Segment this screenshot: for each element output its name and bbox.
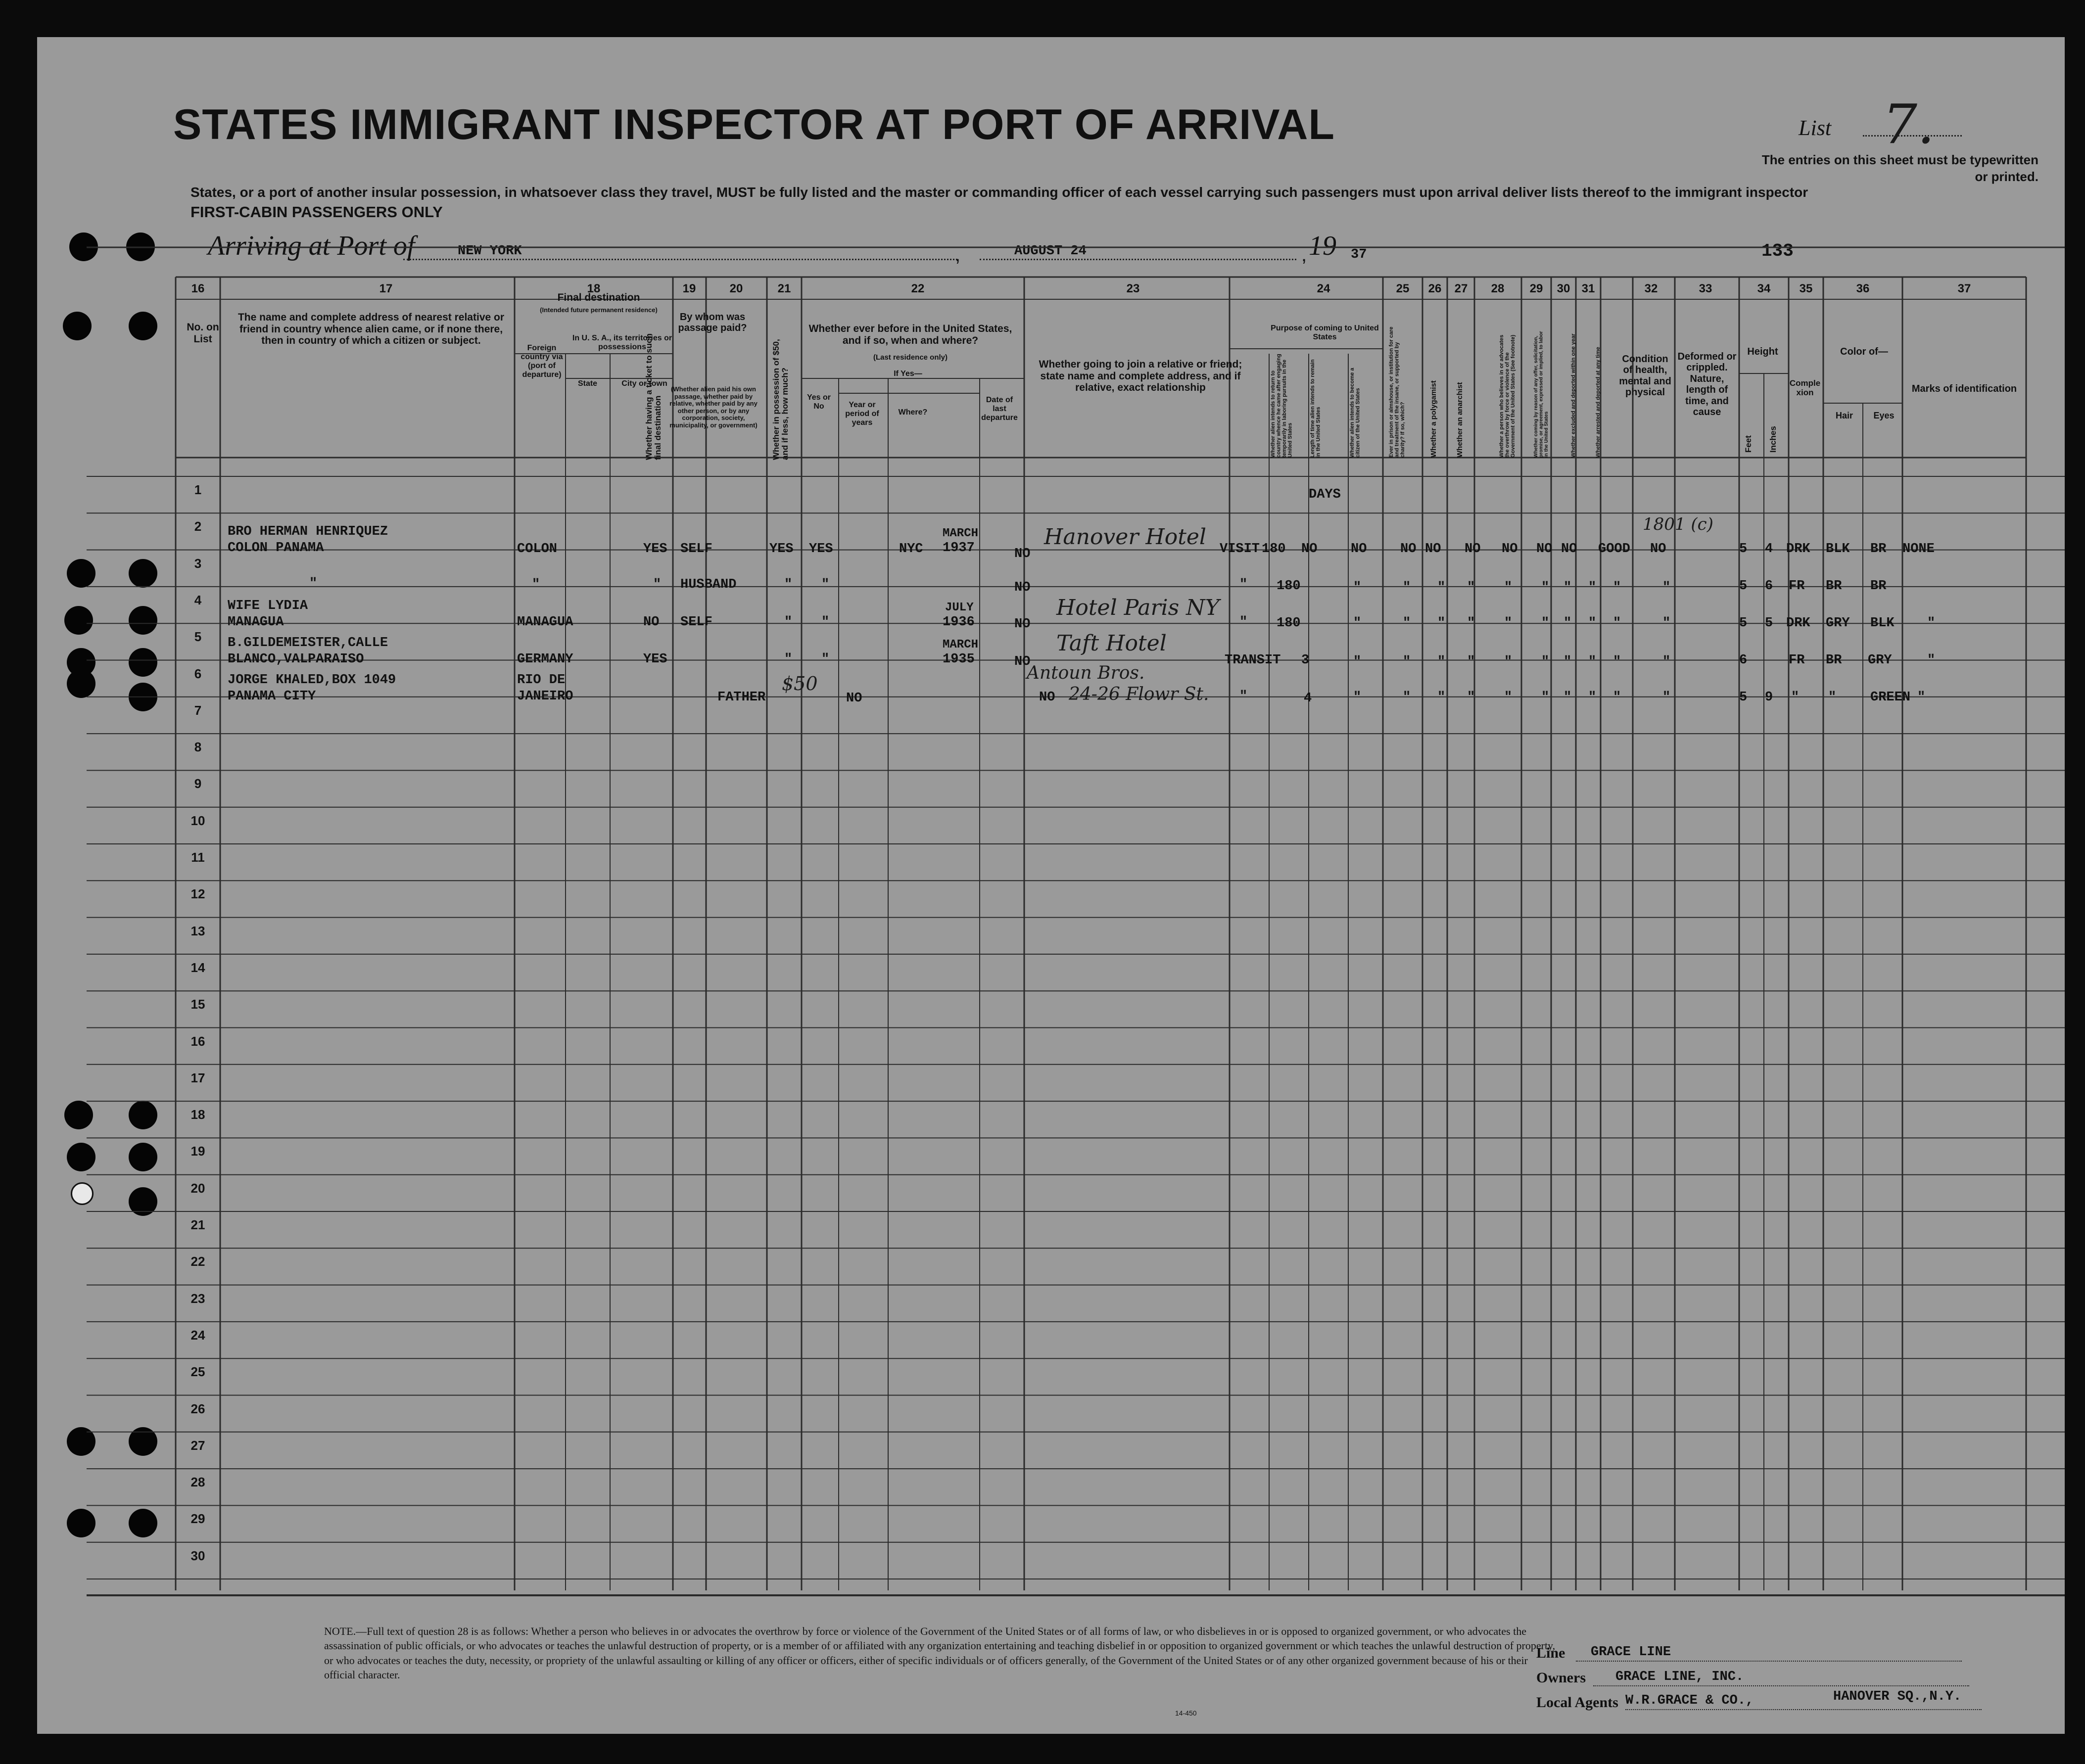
- ditto-mark: ": [1613, 690, 1621, 705]
- foreign-line: JANEIRO: [517, 689, 573, 704]
- header-purpose-length: Length of time alien intends to remain in the United States: [1310, 359, 1322, 458]
- ditto-mark: ": [1403, 580, 1411, 595]
- header-purpose-citizen: Whether alien intends to become a citizen of the United States: [1349, 368, 1361, 458]
- ditto-mark: ": [1541, 580, 1550, 595]
- ditto-mark: ": [1467, 580, 1475, 595]
- ditto-mark: ": [1353, 654, 1362, 669]
- before-ditto: ": [821, 615, 830, 630]
- header-subtitle: States, or a port of another insular possession, in whatsoever class they travel, MUST be fully listed and the master or commanding officer of each vessel carrying such passengers must upon arrival deliver lists thereof to the immigrant inspector: [190, 185, 1808, 200]
- ever-before: NO: [846, 691, 862, 706]
- row-number: 22: [190, 1254, 205, 1269]
- row-number: 28: [190, 1475, 205, 1490]
- column-number: 18: [587, 282, 601, 295]
- where: NYC: [899, 542, 923, 557]
- complexion-ditto: ": [1791, 690, 1800, 705]
- list-number: 7.: [1883, 93, 1935, 156]
- row-number: 30: [190, 1548, 205, 1563]
- fifty-handwritten: $50: [782, 673, 818, 695]
- departure-month: JULY: [945, 601, 974, 614]
- height-inches: 4: [1765, 542, 1773, 557]
- column-number: 30: [1557, 282, 1570, 295]
- column-number: 24: [1317, 282, 1330, 295]
- row-number: 11: [191, 850, 205, 865]
- column-number: 25: [1396, 282, 1410, 295]
- ditto-mark: ": [1662, 616, 1671, 631]
- address-line: COLON PANAMA: [228, 541, 324, 556]
- header-health: Condition of health, mental and physical: [1619, 354, 1671, 398]
- manifest-sheet: [37, 37, 2065, 1734]
- arrival-port: NEW YORK: [458, 244, 522, 259]
- arrival-date: AUGUST 24: [1014, 244, 1087, 259]
- header-no-on-list: No. on List: [187, 322, 219, 345]
- arrested: NO: [1561, 542, 1577, 557]
- joining-handwritten: Hotel Paris NY: [1056, 595, 1220, 620]
- foreign-line: RIO DE: [517, 673, 566, 688]
- address-line: PANAMA CITY: [228, 689, 316, 704]
- header-prison: Ever in prison or almshouse, or institution for care and treatment of the insane, or supported by charity? If so, which?: [1388, 326, 1406, 458]
- joining: NO: [1014, 580, 1031, 595]
- header-joining: Whether going to join a relative or friend; state name and complete address, and if relative, exact relationship: [1039, 359, 1242, 394]
- ditto-mark: ": [1437, 654, 1446, 669]
- row-number: 21: [190, 1217, 205, 1232]
- ditto-mark: ": [1504, 580, 1513, 595]
- handwritten-note: 1801 (c): [1643, 514, 1713, 534]
- header-ever-before: Whether ever before in the United States, and if so, when and where?: [808, 323, 1012, 346]
- row-number: 20: [190, 1180, 205, 1196]
- row-number: 6: [194, 666, 202, 681]
- ditto-mark: ": [1662, 580, 1671, 595]
- row-number: 24: [190, 1327, 205, 1343]
- height-feet: 5: [1739, 616, 1748, 631]
- departure-month: MARCH: [943, 527, 979, 540]
- column-number: 29: [1529, 282, 1543, 295]
- line-value: GRACE LINE: [1591, 1645, 1671, 1660]
- address-line: WIFE LYDIA: [228, 599, 308, 613]
- sheet-number: 133: [1761, 241, 1794, 261]
- ditto-mark: ": [1504, 654, 1513, 669]
- hair: BR: [1826, 579, 1842, 594]
- header-city: City or town: [621, 379, 667, 388]
- header-nearest-relative: The name and complete address of nearest relative or friend in country whence alien came, or if none there, then in country of which a citizen or subject.: [237, 312, 505, 347]
- form-code: 14-450: [1175, 1709, 1197, 1717]
- header-purpose-return: Whether alien intends to return to country whence he came after engaging temporarily in laboring pursuits in the United States: [1270, 354, 1293, 458]
- ditto-mark: ": [1403, 616, 1411, 631]
- line-underline: [1576, 1661, 1962, 1662]
- polygamist: NO: [1400, 542, 1417, 557]
- ditto-mark: ": [1541, 690, 1550, 705]
- ditto-mark: ": [1504, 616, 1513, 631]
- ditto-mark: ": [1613, 580, 1621, 595]
- column-number: 33: [1699, 282, 1712, 295]
- offer-labor: NO: [1502, 542, 1518, 557]
- header-excluded: Whether excluded and deported within one year: [1570, 333, 1576, 458]
- ditto-mark: ": [1353, 616, 1362, 631]
- row-number: 7: [194, 702, 202, 718]
- column-number: 32: [1644, 282, 1658, 295]
- foreign-country: MANAGUA: [517, 615, 573, 630]
- header-inches: Inches: [1768, 426, 1778, 453]
- length-stay: 180: [1262, 542, 1286, 557]
- row-number: 4: [194, 592, 202, 607]
- length-stay: 180: [1277, 579, 1301, 594]
- comma: ,: [955, 244, 961, 266]
- header-yes-no: Yes or No: [806, 393, 831, 411]
- header-final-destination-note: (Intended future permanent residence): [540, 306, 658, 314]
- length-stay: 3: [1301, 653, 1310, 668]
- column-number: 26: [1428, 282, 1442, 295]
- joining-handwritten: 24-26 Flowr St.: [1069, 684, 1209, 704]
- row-number: 13: [190, 923, 205, 938]
- ditto-mark: ": [1588, 616, 1597, 631]
- column-number: 16: [191, 282, 205, 295]
- joining: NO: [1014, 547, 1031, 561]
- departure-year: 1937: [943, 541, 975, 556]
- row-number: 5: [194, 629, 202, 645]
- header-final-destination: Final destination: [557, 292, 640, 303]
- header-height: Height: [1747, 346, 1778, 357]
- fifty-ditto: ": [784, 652, 793, 667]
- before-ditto: ": [821, 652, 830, 667]
- header-arrested: Whether arrested and deported at any time: [1595, 347, 1601, 458]
- overthrow: NO: [1465, 542, 1481, 557]
- header-last-residence: (Last residence only): [873, 353, 948, 362]
- deformed: NO: [1650, 542, 1666, 557]
- footnote: NOTE.—Full text of question 28 is as follows: Whether a person who believes in or advocates the overthrow by force or violence of the Government of the United States or of all forms of law, or who disbelieves in or is opposed to organized government, or who advocates the assassination of public officials, or who advocates or teaches the unlawful destruction of property, or is a member of or affiliated with any organization entertaining and teaching disbelief in or opposition to organized government or which teaches the unlawful destruction of property, or who advocates or teaches the duty, necessity, or propriety of the unlawful assaulting or killing of any officer or officers, either of specific individuals or of officers generally, of the Government of the United States or of any other organized government because of his or their official character.: [324, 1625, 1556, 1681]
- agents-label: Local Agents: [1536, 1694, 1618, 1711]
- column-number: 17: [379, 282, 393, 295]
- address-line: BRO HERMAN HENRIQUEZ: [228, 524, 388, 539]
- ticket: NO: [643, 615, 660, 630]
- agents-underline: [1625, 1709, 1982, 1710]
- column-number: 19: [682, 282, 696, 295]
- complexion: FR: [1789, 653, 1805, 668]
- agents-address: HANOVER SQ.,N.Y.: [1833, 1689, 1962, 1704]
- ticket-ditto: ": [653, 577, 662, 592]
- row-number: 27: [190, 1438, 205, 1453]
- page-title: STATES IMMIGRANT INSPECTOR AT PORT OF ARRIVAL: [173, 101, 1335, 148]
- ditto-mark: ": [1541, 654, 1550, 669]
- column-number: 31: [1581, 282, 1595, 295]
- hair: BLK: [1826, 542, 1850, 557]
- row-number: 29: [190, 1511, 205, 1527]
- row-number: 14: [190, 960, 205, 975]
- header-purpose: Purpose of coming to United States: [1271, 324, 1379, 341]
- header-marks: Marks of identification: [1911, 383, 2017, 394]
- height-inches: 9: [1765, 690, 1773, 705]
- purpose: TRANSIT: [1225, 653, 1281, 668]
- ditto-mark: ": [1437, 580, 1446, 595]
- eyes: BR: [1870, 542, 1887, 557]
- height-inches: 6: [1765, 579, 1773, 594]
- row-number: 17: [190, 1070, 205, 1085]
- ever-before: YES: [809, 542, 833, 557]
- ditto-mark: ": [1467, 654, 1475, 669]
- ditto-mark: ": [1564, 616, 1572, 631]
- purpose-ditto: ": [1239, 689, 1248, 704]
- header-passage-paid: By whom was passage paid?: [678, 312, 747, 334]
- ditto-mark: ": [1588, 690, 1597, 705]
- row-number: 16: [190, 1033, 205, 1049]
- header-polygamist: Whether a polygamist: [1429, 380, 1438, 458]
- length-stay: 180: [1277, 616, 1301, 631]
- year-suffix: 37: [1351, 247, 1367, 262]
- fifty-dollars: YES: [769, 542, 794, 557]
- marks: ": [1927, 653, 1936, 668]
- instruction: The entries on this sheet must be typewritten or printed.: [1761, 152, 2038, 184]
- complexion: DRK: [1786, 616, 1810, 631]
- row-number: 10: [190, 813, 205, 828]
- foreign-country: GERMANY: [517, 652, 573, 667]
- length-stay: 4: [1304, 691, 1312, 706]
- anarchist: NO: [1425, 542, 1441, 557]
- excluded: NO: [1536, 542, 1553, 557]
- departure-year: 1936: [943, 615, 975, 630]
- ditto-mark: ": [1437, 616, 1446, 631]
- ditto-mark: ": [1353, 580, 1362, 595]
- column-number: 27: [1454, 282, 1468, 295]
- header-where: Where?: [898, 408, 928, 417]
- header-year-period: Year or period of years: [845, 401, 879, 427]
- header-passage-note: (Whether alien paid his own passage, whether paid by relative, whether paid by any other person, or by any corporation, society, municipality, or government): [669, 385, 758, 429]
- foreign-ditto: ": [532, 577, 540, 592]
- days-label: DAYS: [1309, 487, 1341, 502]
- address-ditto: ": [309, 576, 318, 591]
- row-number: 9: [194, 776, 202, 791]
- hair-ditto: ": [1828, 690, 1837, 705]
- eyes: GRY: [1868, 653, 1892, 668]
- header-anarchist: Whether an anarchist: [1456, 382, 1464, 458]
- departure-month: MARCH: [943, 638, 979, 651]
- height-feet: 5: [1739, 579, 1748, 594]
- column-number: 20: [729, 282, 743, 295]
- complexion: DRK: [1786, 542, 1810, 557]
- header-foreign-country: Foreign country via (port of departure): [521, 344, 563, 379]
- foreign-country: COLON: [517, 542, 558, 557]
- marks: NONE: [1902, 542, 1935, 557]
- health: GOOD: [1598, 542, 1630, 557]
- header-ticket: Whether having a ticket to such final destination: [644, 333, 663, 460]
- owners-underline: [1593, 1685, 1969, 1686]
- joining-handwritten: Antoun Bros.: [1027, 663, 1145, 683]
- column-number: 28: [1491, 282, 1505, 295]
- ditto-mark: ": [1662, 690, 1671, 705]
- ticket: YES: [643, 652, 667, 667]
- column-number: 36: [1856, 282, 1870, 295]
- eyes: BLK: [1870, 616, 1895, 631]
- passage-paid: SELF: [680, 615, 712, 630]
- height-feet: 6: [1739, 653, 1748, 668]
- row-number: 25: [190, 1364, 205, 1380]
- ditto-mark: ": [1564, 690, 1572, 705]
- header-complexion: Complexion: [1789, 378, 1821, 398]
- ditto-mark: ": [1353, 690, 1362, 705]
- row-number: 2: [194, 519, 202, 534]
- ditto-mark: ": [1613, 616, 1621, 631]
- joining: NO: [1039, 690, 1055, 705]
- passage-paid: FATHER: [717, 690, 766, 705]
- class-label: FIRST-CABIN PASSENGERS ONLY: [190, 203, 443, 221]
- row-number: 23: [190, 1291, 205, 1306]
- eyes: BR: [1870, 579, 1887, 594]
- column-number: 34: [1757, 282, 1771, 295]
- fifty-ditto: ": [784, 615, 793, 630]
- year-prefix: 19: [1309, 231, 1336, 261]
- joining: NO: [1014, 654, 1031, 669]
- passage-paid: HUSBAND: [680, 577, 737, 592]
- purpose-ditto: ": [1239, 615, 1248, 630]
- address-line: MANAGUA: [228, 615, 284, 630]
- row-number: 26: [190, 1401, 205, 1416]
- header-in-usa: In U. S. A., its territories or possessions: [572, 334, 672, 351]
- height-feet: 5: [1739, 690, 1748, 705]
- before-ditto: ": [821, 577, 830, 592]
- header-if-yes: If Yes—: [894, 370, 922, 378]
- column-number: 35: [1799, 282, 1813, 295]
- departure-year: 1935: [943, 652, 975, 667]
- purpose-ditto: ": [1239, 577, 1248, 592]
- ditto-mark: ": [1564, 580, 1572, 595]
- ditto-mark: ": [1564, 654, 1572, 669]
- complexion: FR: [1789, 579, 1805, 594]
- ditto-mark: ": [1403, 690, 1411, 705]
- header-eyes: Eyes: [1873, 411, 1895, 420]
- ditto-mark: ": [1437, 690, 1446, 705]
- owners-label: Owners: [1536, 1670, 1586, 1686]
- ditto-mark: ": [1403, 654, 1411, 669]
- fifty-ditto: ": [784, 577, 793, 592]
- height-feet: 5: [1739, 542, 1748, 557]
- header-fifty-dollars: Whether in possession of $50, and if less, how much?: [771, 339, 790, 460]
- line-label: Line: [1536, 1645, 1565, 1661]
- header-date-departure: Date of last departure: [981, 396, 1018, 422]
- row-number: 1: [194, 482, 202, 497]
- address-line: JORGE KHALED,BOX 1049: [228, 673, 396, 688]
- purpose: VISIT: [1220, 542, 1260, 557]
- header-state: State: [577, 379, 598, 388]
- row-number: 15: [190, 997, 205, 1012]
- header-overthrow: Whether a person who believes in or advocates the overthrow by force or violence of the Government of the United States (See footnote): [1499, 334, 1516, 458]
- owners-value: GRACE LINE, INC.: [1615, 1670, 1744, 1684]
- row-number: 12: [190, 886, 205, 902]
- eyes: GREEN: [1870, 690, 1911, 705]
- address-line: BLANCO,VALPARAISO: [228, 652, 364, 667]
- citizen: NO: [1301, 542, 1318, 557]
- address-line: B.GILDEMEISTER,CALLE: [228, 636, 388, 650]
- row-number: 18: [190, 1107, 205, 1122]
- row-number: 3: [194, 556, 202, 571]
- ticket: YES: [643, 542, 667, 557]
- marks: ": [1927, 616, 1936, 631]
- header-hair: Hair: [1835, 411, 1853, 420]
- joining-handwritten: Hanover Hotel: [1044, 524, 1207, 550]
- ditto-mark: ": [1613, 654, 1621, 669]
- header-deformed: Deformed or crippled. Nature, length of time, and cause: [1677, 351, 1737, 418]
- hair: BR: [1826, 653, 1842, 668]
- row-number: 8: [194, 740, 202, 755]
- hair: GRY: [1826, 616, 1850, 631]
- joining-handwritten: Taft Hotel: [1056, 631, 1167, 656]
- ditto-mark: ": [1588, 580, 1597, 595]
- ditto-mark: ": [1541, 616, 1550, 631]
- header-color-of: Color of—: [1840, 346, 1888, 357]
- prison: NO: [1351, 542, 1367, 557]
- column-number: 23: [1126, 282, 1140, 295]
- ditto-mark: ": [1467, 616, 1475, 631]
- height-inches: 5: [1765, 616, 1773, 631]
- column-number: 37: [1957, 282, 1971, 295]
- column-number: 22: [911, 282, 925, 295]
- arriving-label: Arriving at Port of: [208, 231, 415, 261]
- header-offer-labor: Whether coming by reason of any offer, solicitation, promise, or agreement, expressed or implied, to labor in the United States: [1533, 331, 1549, 458]
- row-number: 19: [190, 1144, 205, 1159]
- joining: NO: [1014, 617, 1031, 632]
- passage-paid: SELF: [680, 542, 712, 557]
- marks: ": [1917, 690, 1926, 705]
- ditto-mark: ": [1588, 654, 1597, 669]
- agents-value: W.R.GRACE & CO.,: [1625, 1693, 1754, 1708]
- ditto-mark: ": [1504, 690, 1513, 705]
- column-number: 21: [777, 282, 791, 295]
- list-label: List: [1799, 116, 1832, 140]
- ditto-mark: ": [1662, 654, 1671, 669]
- ditto-mark: ": [1467, 690, 1475, 705]
- header-feet: Feet: [1744, 435, 1753, 453]
- comma: ,: [1301, 244, 1307, 266]
